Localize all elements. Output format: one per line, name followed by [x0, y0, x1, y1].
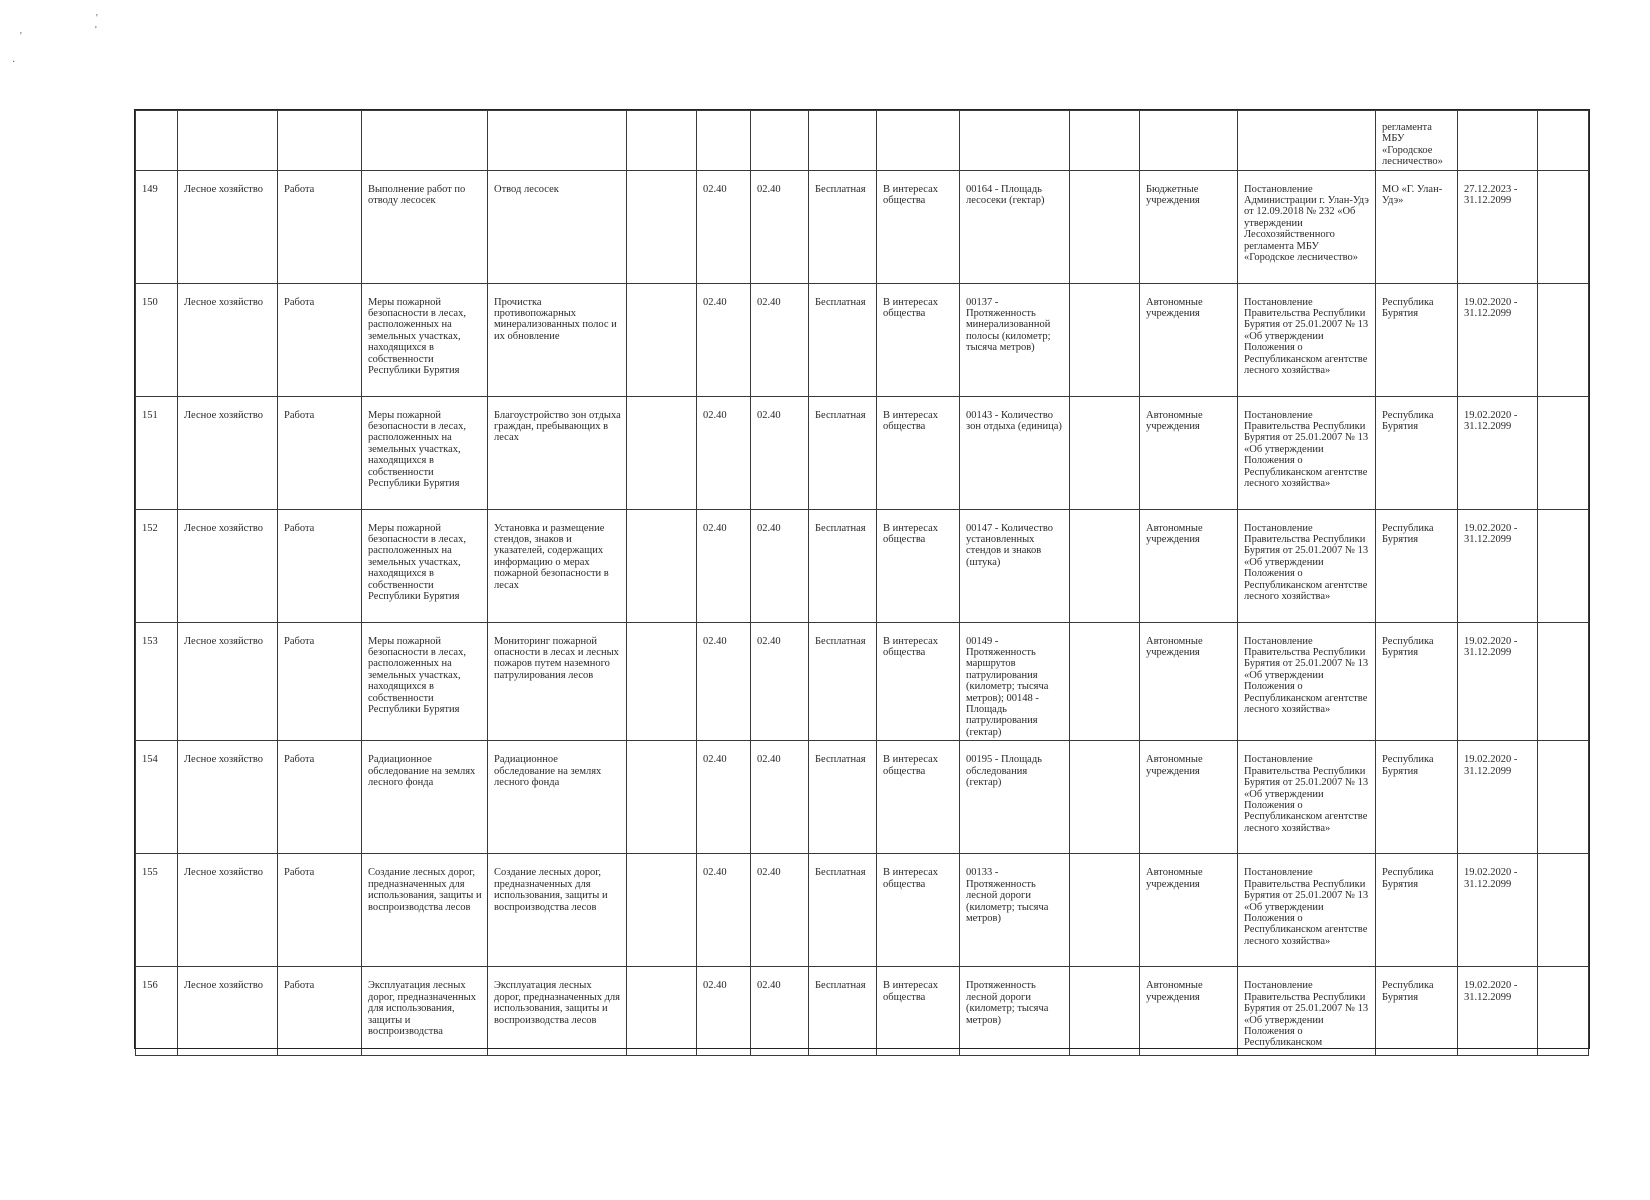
payment-cell: Бесплатная [809, 854, 877, 967]
indicator-cell: 00147 - Количество установленных стендов и знаков (штука) [960, 509, 1070, 622]
sector-cell: Лесное хозяйство [178, 170, 278, 283]
interest-cell: В интересах общества [877, 396, 960, 509]
service-name-cell: Меры пожарной безопасности в лесах, расположенных на земельных участках, находящихся в собственности Республики Бурятия [362, 622, 488, 741]
legal-act-cell: Постановление Правительства Республики Бурятия от 25.01.2007 № 13 «Об утверждении Положения о Республиканском агентстве лесного хозяйства» [1238, 509, 1376, 622]
empty-cell [627, 741, 697, 854]
content-cell: Мониторинг пожарной опасности в лесах и лесных пожаров путем наземного патрулирования лесов [488, 622, 627, 741]
code-cell: 02.40 [751, 967, 809, 1056]
empty-cell [877, 111, 960, 171]
scan-speck: ' [20, 31, 22, 42]
interest-cell: В интересах общества [877, 967, 960, 1056]
period-cell: 27.12.2023 - 31.12.2099 [1458, 170, 1538, 283]
row-number-cell: 151 [136, 396, 178, 509]
code-cell: 02.40 [697, 396, 751, 509]
type-cell: Работа [278, 509, 362, 622]
empty-cell [1538, 283, 1589, 396]
empty-cell [751, 111, 809, 171]
institution-cell: Автономные учреждения [1140, 283, 1238, 396]
type-cell: Работа [278, 854, 362, 967]
empty-cell [1070, 283, 1140, 396]
code-cell: 02.40 [751, 396, 809, 509]
interest-cell: В интересах общества [877, 170, 960, 283]
empty-cell [1070, 967, 1140, 1056]
empty-cell [1538, 967, 1589, 1056]
content-cell: Благоустройство зон отдыха граждан, пребывающих в лесах [488, 396, 627, 509]
owner-cell: Республика Бурятия [1376, 622, 1458, 741]
interest-cell: В интересах общества [877, 854, 960, 967]
owner-cell: Республика Бурятия [1376, 741, 1458, 854]
owner-cell: Республика Бурятия [1376, 509, 1458, 622]
scan-speck: · [12, 57, 16, 68]
table-row [136, 170, 1589, 283]
type-cell: Работа [278, 283, 362, 396]
payment-cell: Бесплатная [809, 283, 877, 396]
service-name-cell: Эксплуатация лесных дорог, предназначенных для использования, защиты и воспроизводства [362, 967, 488, 1056]
code-cell: 02.40 [697, 509, 751, 622]
table-row-continuation [136, 111, 1589, 171]
type-cell: Работа [278, 622, 362, 741]
indicator-cell: 00195 - Площадь обследования (гектар) [960, 741, 1070, 854]
legal-act-cell: Постановление Правительства Республики Бурятия от 25.01.2007 № 13 «Об утверждении Положения о Республиканском [1238, 967, 1376, 1056]
owner-cell: Республика Бурятия [1376, 283, 1458, 396]
table-row [136, 967, 1589, 1056]
code-cell: 02.40 [697, 170, 751, 283]
registry-table [135, 110, 1589, 1056]
interest-cell: В интересах общества [877, 509, 960, 622]
empty-cell [1538, 509, 1589, 622]
table-row [136, 396, 1589, 509]
empty-cell [627, 396, 697, 509]
indicator-cell: Протяженность лесной дороги (километр; тысяча метров) [960, 967, 1070, 1056]
indicator-cell: 00164 - Площадь лесосеки (гектар) [960, 170, 1070, 283]
legal-act-cell: Постановление Администрации г. Улан-Удэ от 12.09.2018 № 232 «Об утверждении Лесохозяйственного регламента МБУ «Городское лесничество» [1238, 170, 1376, 283]
empty-cell [1458, 111, 1538, 171]
empty-cell [1238, 111, 1376, 171]
sector-cell: Лесное хозяйство [178, 967, 278, 1056]
table-row [136, 622, 1589, 741]
table-row [136, 509, 1589, 622]
empty-cell [1538, 741, 1589, 854]
legal-act-cell: Постановление Правительства Республики Бурятия от 25.01.2007 № 13 «Об утверждении Положения о Республиканском агентстве лесного хозяйства» [1238, 396, 1376, 509]
scan-speck: ' [95, 25, 97, 36]
type-cell: Работа [278, 967, 362, 1056]
period-cell: 19.02.2020 - 31.12.2099 [1458, 967, 1538, 1056]
type-cell: Работа [278, 396, 362, 509]
scan-speck: ' [96, 13, 98, 24]
code-cell: 02.40 [751, 854, 809, 967]
owner-cell: Республика Бурятия [1376, 396, 1458, 509]
table-row [136, 854, 1589, 967]
interest-cell: В интересах общества [877, 622, 960, 741]
empty-cell [1070, 622, 1140, 741]
empty-cell [488, 111, 627, 171]
code-cell: 02.40 [751, 283, 809, 396]
empty-cell [178, 111, 278, 171]
sector-cell: Лесное хозяйство [178, 741, 278, 854]
sector-cell: Лесное хозяйство [178, 283, 278, 396]
empty-cell [960, 111, 1070, 171]
empty-cell [1070, 509, 1140, 622]
code-cell: 02.40 [751, 622, 809, 741]
type-cell: Работа [278, 741, 362, 854]
row-number-cell: 154 [136, 741, 178, 854]
code-cell: 02.40 [697, 967, 751, 1056]
empty-cell [1070, 854, 1140, 967]
code-cell: 02.40 [751, 741, 809, 854]
institution-cell: Бюджетные учреждения [1140, 170, 1238, 283]
indicator-cell: 00137 - Протяженность минерализованной полосы (километр; тысяча метров) [960, 283, 1070, 396]
code-cell: 02.40 [697, 854, 751, 967]
content-cell: Создание лесных дорог, предназначенных для использования, защиты и воспроизводства лесов [488, 854, 627, 967]
content-cell: Эксплуатация лесных дорог, предназначенных для использования, защиты и воспроизводства лесов [488, 967, 627, 1056]
service-name-cell: Меры пожарной безопасности в лесах, расположенных на земельных участках, находящихся в собственности Республики Бурятия [362, 396, 488, 509]
legal-act-cell: Постановление Правительства Республики Бурятия от 25.01.2007 № 13 «Об утверждении Положения о Республиканском агентстве лесного хозяйства» [1238, 854, 1376, 967]
period-cell: 19.02.2020 - 31.12.2099 [1458, 741, 1538, 854]
interest-cell: В интересах общества [877, 741, 960, 854]
code-cell: 02.40 [697, 622, 751, 741]
content-cell: Радиационное обследование на землях лесного фонда [488, 741, 627, 854]
table-row [136, 283, 1589, 396]
content-cell: Отвод лесосек [488, 170, 627, 283]
row-number-cell: 153 [136, 622, 178, 741]
empty-cell [1538, 396, 1589, 509]
row-number-cell: 155 [136, 854, 178, 967]
period-cell: 19.02.2020 - 31.12.2099 [1458, 854, 1538, 967]
legal-act-cell: Постановление Правительства Республики Бурятия от 25.01.2007 № 13 «Об утверждении Положения о Республиканском агентстве лесного хозяйства» [1238, 283, 1376, 396]
empty-cell [627, 622, 697, 741]
service-name-cell: Меры пожарной безопасности в лесах, расположенных на земельных участках, находящихся в собственности Республики Бурятия [362, 509, 488, 622]
service-name-cell: Меры пожарной безопасности в лесах, расположенных на земельных участках, находящихся в собственности Республики Бурятия [362, 283, 488, 396]
institution-cell: Автономные учреждения [1140, 396, 1238, 509]
indicator-cell: 00149 - Протяженность маршрутов патрулирования (километр; тысяча метров); 00148 - Площадь патрулирования (гектар) [960, 622, 1070, 741]
payment-cell: Бесплатная [809, 509, 877, 622]
indicator-cell: 00133 - Протяженность лесной дороги (километр; тысяча метров) [960, 854, 1070, 967]
empty-cell [697, 111, 751, 171]
payment-cell: Бесплатная [809, 396, 877, 509]
empty-cell [1538, 622, 1589, 741]
legal-act-cell: Постановление Правительства Республики Бурятия от 25.01.2007 № 13 «Об утверждении Положения о Республиканском агентстве лесного хозяйства» [1238, 622, 1376, 741]
empty-cell [1070, 170, 1140, 283]
service-name-cell: Выполнение работ по отводу лесосек [362, 170, 488, 283]
service-name-cell: Создание лесных дорог, предназначенных для использования, защиты и воспроизводства лесов [362, 854, 488, 967]
type-cell: Работа [278, 170, 362, 283]
institution-cell: Автономные учреждения [1140, 854, 1238, 967]
owner-cell: Республика Бурятия [1376, 967, 1458, 1056]
empty-cell [1070, 396, 1140, 509]
row-number-cell: 149 [136, 170, 178, 283]
payment-cell: Бесплатная [809, 741, 877, 854]
empty-cell [362, 111, 488, 171]
period-cell: 19.02.2020 - 31.12.2099 [1458, 396, 1538, 509]
empty-cell [1538, 111, 1589, 171]
empty-cell [1538, 170, 1589, 283]
empty-cell [627, 111, 697, 171]
period-cell: 19.02.2020 - 31.12.2099 [1458, 283, 1538, 396]
institution-cell: Автономные учреждения [1140, 967, 1238, 1056]
table-row [136, 741, 1589, 854]
code-cell: 02.40 [697, 283, 751, 396]
sector-cell: Лесное хозяйство [178, 622, 278, 741]
sector-cell: Лесное хозяйство [178, 854, 278, 967]
period-cell: 19.02.2020 - 31.12.2099 [1458, 509, 1538, 622]
content-cell: Прочистка противопожарных минерализованных полос и их обновление [488, 283, 627, 396]
institution-cell: Автономные учреждения [1140, 509, 1238, 622]
empty-cell [627, 283, 697, 396]
sector-cell: Лесное хозяйство [178, 396, 278, 509]
empty-cell [809, 111, 877, 171]
code-cell: 02.40 [751, 170, 809, 283]
code-cell: 02.40 [751, 509, 809, 622]
institution-cell: Автономные учреждения [1140, 741, 1238, 854]
empty-cell [1070, 741, 1140, 854]
service-name-cell: Радиационное обследование на землях лесного фонда [362, 741, 488, 854]
payment-cell: Бесплатная [809, 967, 877, 1056]
empty-cell [627, 170, 697, 283]
empty-cell [1140, 111, 1238, 171]
empty-cell [136, 111, 178, 171]
empty-cell [278, 111, 362, 171]
period-cell: 19.02.2020 - 31.12.2099 [1458, 622, 1538, 741]
row-number-cell: 156 [136, 967, 178, 1056]
empty-cell [1070, 111, 1140, 171]
empty-cell [1538, 854, 1589, 967]
legal-act-cell: регламента МБУ «Городское лесничество» [1376, 111, 1458, 171]
owner-cell: Республика Бурятия [1376, 854, 1458, 967]
content-cell: Установка и размещение стендов, знаков и указателей, содержащих информацию о мерах пожарной безопасности в лесах [488, 509, 627, 622]
payment-cell: Бесплатная [809, 622, 877, 741]
indicator-cell: 00143 - Количество зон отдыха (единица) [960, 396, 1070, 509]
code-cell: 02.40 [697, 741, 751, 854]
empty-cell [627, 854, 697, 967]
sector-cell: Лесное хозяйство [178, 509, 278, 622]
interest-cell: В интересах общества [877, 283, 960, 396]
registry-table-body [136, 111, 1589, 1056]
legal-act-cell: Постановление Правительства Республики Бурятия от 25.01.2007 № 13 «Об утверждении Положения о Республиканском агентстве лесного хозяйства» [1238, 741, 1376, 854]
row-number-cell: 152 [136, 509, 178, 622]
owner-cell: МО «Г. Улан-Удэ» [1376, 170, 1458, 283]
empty-cell [627, 967, 697, 1056]
institution-cell: Автономные учреждения [1140, 622, 1238, 741]
row-number-cell: 150 [136, 283, 178, 396]
payment-cell: Бесплатная [809, 170, 877, 283]
empty-cell [627, 509, 697, 622]
